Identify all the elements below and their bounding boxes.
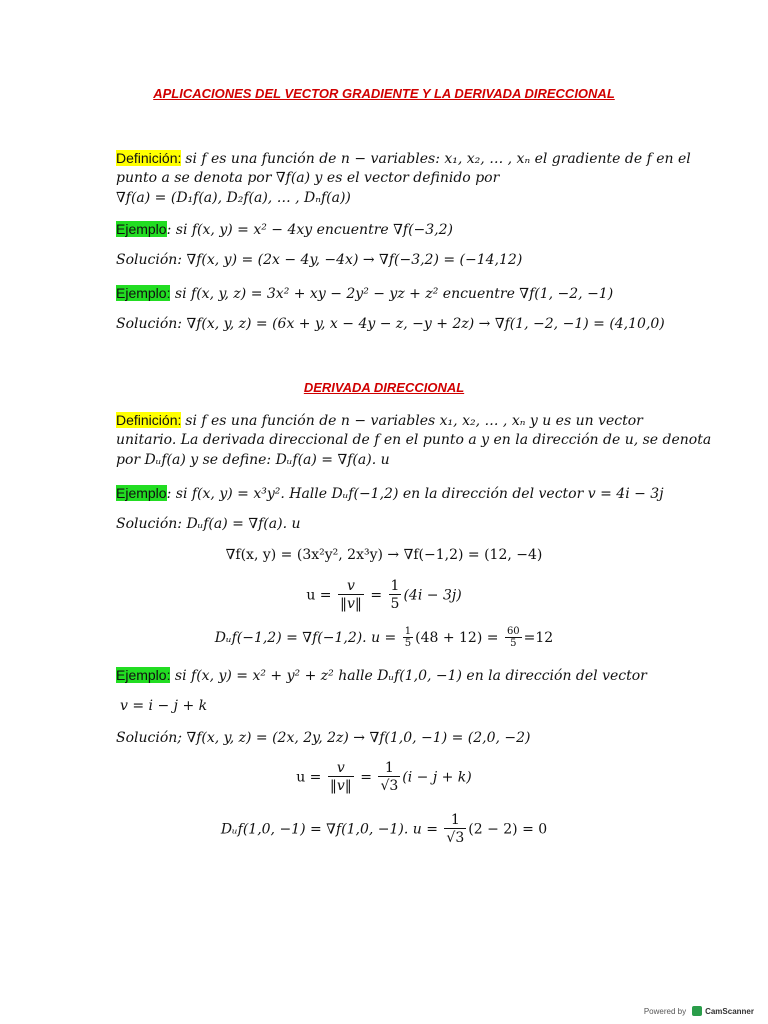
directional-example1: Ejemplo: si f(x, y) = x³y². Halle Dᵤf(−1,2) en la dirección del vector v = 4i − 3j [116, 485, 664, 502]
directional-definition-line3: por Dᵤf(a) y se define: Dᵤf(a) = ∇f(a). u [116, 452, 390, 468]
equation-gradient: ∇f(x, y) = (3x²y², 2x³y) → ∇f(−1,2) = (12, −4) [225, 547, 543, 563]
directional-solution2-intro: Solución; ∇f(x, y, z) = (2x, 2y, 2z) → ∇f(1,0, −1) = (2,0, −2) [116, 730, 531, 746]
camscanner-icon [692, 1006, 702, 1016]
directional-example2: Ejemplo: si f(x, y) = x² + y² + z² halle Dᵤf(1,0, −1) en la dirección del vector [116, 667, 647, 684]
gradient-solution2: Solución: ∇f(x, y, z) = (6x + y, x − 4y − z, −y + 2z) → ∇f(1, −2, −1) = (4,10,0) [116, 316, 665, 332]
example-label: Ejemplo: [116, 285, 171, 301]
camscanner-logo: CamScanner [692, 1006, 754, 1016]
equation-directional-derivative-1: Dᵤf(−1,2) = ∇f(−1,2). u = $\frac{1}{5}$ (48 + 12) = $\frac{60}{5}$ =12 [214, 626, 554, 649]
equation-directional-derivative-2: Dᵤf(1,0, −1) = ∇f(1,0, −1). u = $\frac{1}{√3}$ (2 − 2) = 0 [220, 812, 548, 846]
fraction: $\frac{1}{5}$ [404, 626, 412, 649]
directional-example2-vector: v = i − j + k [120, 698, 208, 714]
fraction: $\frac{1}{√3}$ [446, 812, 465, 846]
fraction: $\frac{60}{5}$ [506, 626, 520, 649]
gradient-example2: Ejemplo: si f(x, y, z) = 3x² + xy − 2y² − yz + z² encuentre ∇f(1, −2, −1) [116, 285, 614, 302]
gradient-solution1: Solución: ∇f(x, y) = (2x − 4y, −4x) → ∇f(−3,2) = (−14,12) [116, 252, 523, 268]
section-title-directional: DERIVADA DIRECCIONAL [303, 380, 465, 395]
gradient-definition-line1: Definición: si f es una función de n − variables: x₁, x₂, … , xₙ el gradiente de f en el [116, 150, 691, 167]
gradient-definition-line3: ∇f(a) = (D₁f(a), D₂f(a), … , Dₙf(a)) [116, 190, 351, 206]
equation-unit-vector-1: u = $\frac{v}{‖v‖}$ = $\frac{1}{5}$ (4i − 3j) [306, 578, 462, 612]
gradient-definition-line2: punto a se denota por ∇f(a) y es el vector definido por [116, 170, 500, 186]
directional-solution1-intro: Solución: Dᵤf(a) = ∇f(a). u [116, 516, 301, 532]
definition-label: Definición: [116, 412, 182, 428]
definition-label: Definición: [116, 150, 182, 166]
powered-by-text: Powered by [643, 1006, 687, 1016]
footer-watermark [644, 1006, 754, 1016]
page-title: APLICACIONES DEL VECTOR GRADIENTE Y LA DERIVADA DIRECCIONAL [153, 86, 615, 101]
fraction: $\frac{v}{‖v‖}$ [329, 760, 352, 794]
example-label: Ejemplo: [116, 667, 171, 683]
example-label: Ejemplo [116, 485, 167, 501]
example-label: Ejemplo [116, 221, 167, 237]
directional-definition-line2: unitario. La derivada direccional de f en el punto a y en la dirección de u, se denota [116, 432, 712, 448]
equation-unit-vector-2: u = $\frac{v}{‖v‖}$ = $\frac{1}{√3}$ (i − j + k) [296, 760, 472, 794]
fraction: $\frac{v}{‖v‖}$ [339, 578, 362, 612]
fraction: $\frac{1}{5}$ [390, 578, 400, 612]
gradient-example1: Ejemplo: si f(x, y) = x² − 4xy encuentre ∇f(−3,2) [116, 221, 454, 238]
directional-definition-line1: Definición: si f es una función de n − variables x₁, x₂, … , xₙ y u es un vector [116, 412, 643, 429]
fraction: $\frac{1}{√3}$ [380, 760, 399, 794]
